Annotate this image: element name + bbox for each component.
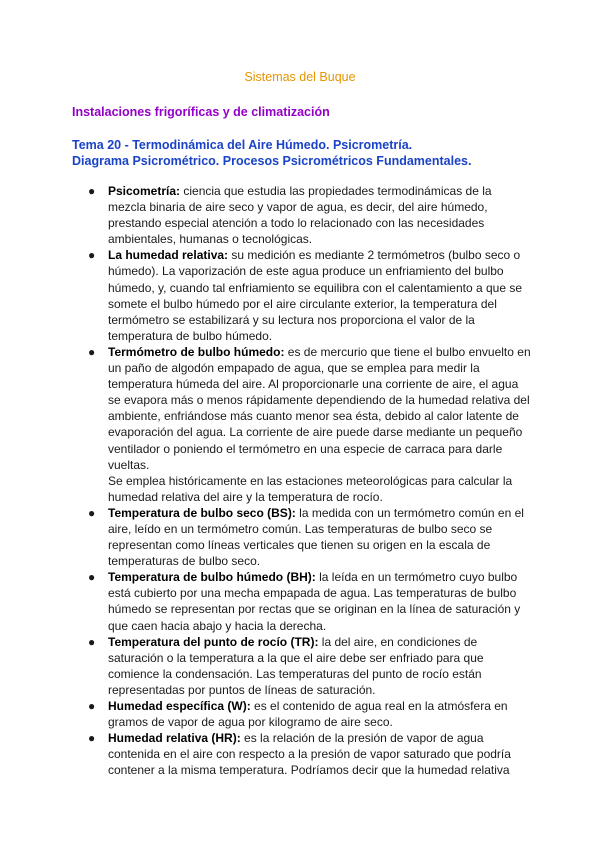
definition-text: la medida con un termómetro común en el aire, leído en un termómetro común. Las temperaturas de bulbo seco se representan como líneas verticales que tienen su origen en la escala de temperaturas de bulbo seco. [108, 505, 524, 569]
definition-term: Temperatura del punto de rocío (TR): [108, 634, 319, 649]
definition-term: Temperatura de bulbo seco (BS): [108, 505, 296, 520]
topic-title-line-1: Tema 20 - Termodinámica del Aire Húmedo. Psicrometría. [72, 138, 413, 152]
bullet-icon: ● [88, 634, 96, 649]
definition-term: La humedad relativa: [108, 248, 229, 263]
list-item-psicometria [72, 183, 532, 247]
list-item-termometro-bulbo-humedo [72, 344, 532, 505]
definition-text: ciencia que estudia las propiedades termodinámicas de la mezcla binaria de aire seco y vapor de agua, es decir, del aire húmedo, prestando especial atención a todo lo relacionado con las necesidades ambientales, humanas o tecnológicas. [108, 184, 492, 247]
bullet-icon: ● [88, 505, 96, 520]
bullet-icon: ● [88, 344, 96, 359]
list-item-humedad-especifica [72, 698, 532, 730]
bullet-icon: ● [88, 184, 96, 198]
definitions-list [72, 183, 532, 778]
list-item-temperatura-bulbo-seco [72, 505, 532, 569]
section-title: Instalaciones frigoríficas y de climatización [72, 105, 330, 119]
list-item-temperatura-bulbo-humedo [72, 569, 532, 633]
bullet-icon: ● [88, 570, 96, 585]
topic-title [72, 137, 471, 169]
definition-text: es de mercurio que tiene el bulbo envuelto en un paño de algodón empapado de agua, que se emplea para medir la temperatura húmeda del aire. Al proporcionarle una corriente de aire, el agua se evapora más o menos rápidamente dependiendo de la humedad relativa del ambiente, enfriándose más cuanto menor sea ésta, debido al calor latente de evaporación del agua. La corriente de aire puede darse mediante un pequeño ventilador o poniendo el termómetro en una especie de carraca para darle vueltas. [108, 344, 531, 472]
definition-term: Temperatura de bulbo húmedo (BH): [108, 570, 316, 585]
list-item-humedad-relativa-hr [72, 730, 532, 778]
definition-term: Humedad específica (W): [108, 699, 251, 713]
bullet-icon: ● [88, 699, 96, 713]
list-item-humedad-relativa [72, 247, 532, 344]
definition-text: su medición es mediante 2 termómetros (bulbo seco o húmedo). La vaporización de este agua produce un enfriamiento del bulbo húmedo, y, cuando tal enfriamiento se equilibra con el calentamiento a que se somete el bulbo húmedo por el aire circulante exterior, la temperatura del termómetro se estabilizará y su lectura nos proporciona el valor de la temperatura de bulbo húmedo. [108, 248, 523, 343]
definition-term: Humedad relativa (HR): [108, 731, 241, 746]
definition-text: la del aire, en condiciones de saturación o la temperatura a la que el aire debe ser enfriado para que comience la condensación. Las temperaturas del punto de rocío están representadas por puntos de líneas de saturación. [108, 634, 484, 697]
bullet-icon: ● [88, 248, 96, 263]
definition-text: es el contenido de agua real en la atmósfera en gramos de vapor de agua por kilogramo de aire seco. [108, 699, 508, 730]
document-header-title: Sistemas del Buque [244, 70, 356, 84]
definition-text: es la relación de la presión de vapor de agua contenida en el aire con respecto a la presión de vapor saturado que podría contener a la misma temperatura. Podríamos decir que la humedad relativa [108, 731, 511, 778]
list-item-punto-de-rocio [72, 634, 532, 698]
definition-text: la leída en un termómetro cuyo bulbo está cubierto por una mecha empapada de agua. Las temperaturas de bulbo húmedo se representan por rectas que se originan en la línea de saturación y que caen hacia abajo y hacia la derecha. [108, 570, 521, 633]
topic-title-line-2: Diagrama Psicrométrico. Procesos Psicrométricos Fundamentales. [72, 154, 472, 168]
definition-extra-paragraph: Se emplea históricamente en las estaciones meteorológicas para calcular la humedad relativa del aire y la temperatura de rocío. [108, 473, 513, 504]
bullet-icon: ● [88, 731, 96, 746]
definition-term: Psicometría: [108, 184, 181, 198]
definition-term: Termómetro de bulbo húmedo: [108, 344, 285, 359]
